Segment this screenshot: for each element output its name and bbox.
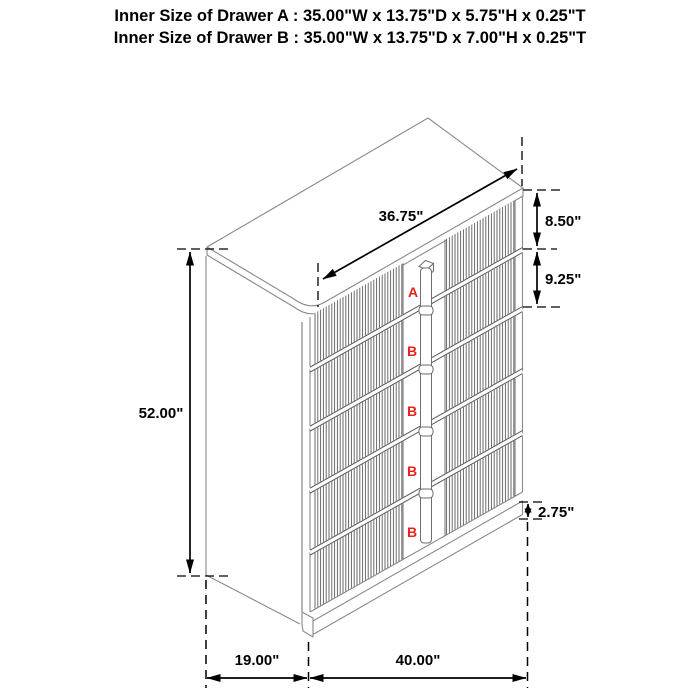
dim-label-drawer-b-height: 9.25"	[545, 271, 582, 288]
dim-label-base-height: 2.75"	[538, 504, 575, 521]
drawer-label-b1: B	[406, 343, 418, 359]
spec-line-drawer-b: Inner Size of Drawer B : 35.00"W x 13.75"D x 7.00"H x 0.25"T	[113, 29, 587, 47]
chest-left-side-panel	[206, 256, 300, 624]
dim-label-drawer-a-height: 8.50"	[545, 213, 582, 230]
dim-label-overall-height: 52.00"	[138, 405, 184, 422]
drawer-pull-bar	[419, 261, 434, 544]
dim-label-depth: 19.00"	[234, 652, 280, 669]
chest-front-corner-column	[302, 317, 313, 637]
drawer-front-fluting-left	[313, 263, 403, 610]
dimension-overall-height	[139, 249, 233, 576]
drawer-label-b4: B	[406, 524, 418, 540]
dimension-width	[310, 652, 526, 678]
drawer-label-a: A	[407, 284, 419, 300]
dimension-depth	[207, 652, 307, 678]
drawer-letter-labels	[407, 284, 418, 540]
spec-line-drawer-a: Inner Size of Drawer A : 35.00"W x 13.75"D x 5.75"H x 0.25"T	[114, 7, 586, 25]
drawer-label-b3: B	[406, 463, 418, 479]
dim-label-width: 40.00"	[395, 652, 441, 669]
dimension-base-height	[519, 502, 574, 521]
drawer-label-b2: B	[406, 403, 418, 419]
dim-label-top-width: 36.75"	[378, 208, 424, 225]
drawer-front-fluting-right	[446, 200, 515, 535]
dimension-drawer-a-height	[523, 190, 581, 249]
dimension-drawer-b-height	[523, 252, 581, 307]
